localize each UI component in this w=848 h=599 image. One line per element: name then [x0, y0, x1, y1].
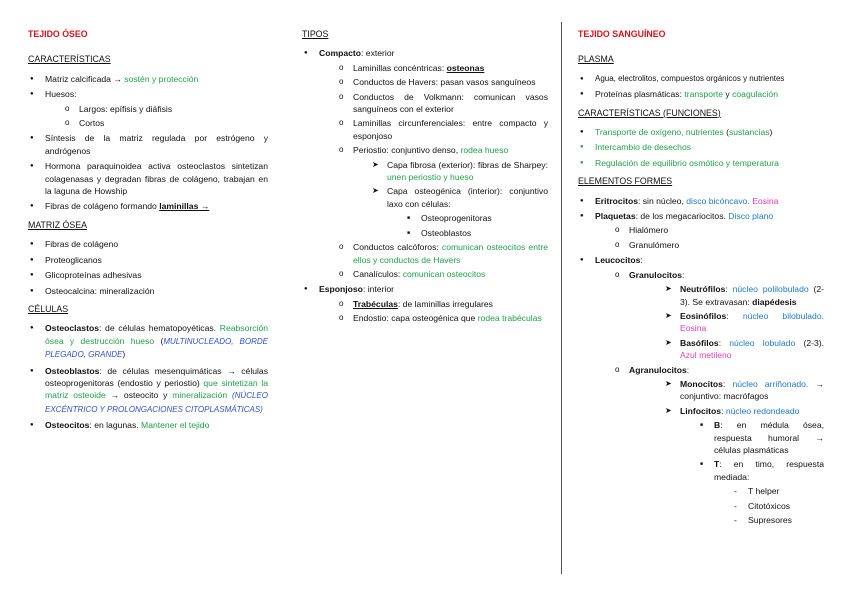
term: Osteoblastos — [45, 365, 100, 376]
list-item: o Granulómero — [612, 239, 824, 251]
heading-celulas: CÉLULAS — [28, 303, 69, 314]
text: : — [726, 310, 729, 321]
list-item: ● Intercambio de desechos — [578, 141, 824, 153]
text: : interior — [362, 284, 394, 295]
list-item-compacto — [302, 47, 548, 280]
term-underlined: osteonas — [446, 62, 485, 73]
text: : — [718, 337, 722, 348]
text: Huesos: — [45, 89, 77, 100]
list-item — [578, 126, 824, 138]
sublist-periostio — [370, 159, 548, 239]
highlight-green: sustancias — [728, 127, 770, 138]
sublist-agranulocitos — [663, 378, 824, 526]
list-item-esponjoso — [302, 283, 548, 324]
highlight-italic: MULTINUCLEADO, BORDE PLEGADO, GRANDE — [45, 336, 268, 360]
heading-caracteristicas: CARACTERÍSTICAS — [28, 54, 111, 65]
text: (2-3). Se extravasan: — [680, 284, 824, 307]
highlight-blue: núcleo redondeado — [725, 405, 800, 416]
term-underlined: Trabéculas — [353, 298, 398, 309]
list-item: ● Agua, electrolitos, compuestos orgánicos y nutrientes — [578, 73, 824, 85]
sublist-leucocitos — [612, 269, 824, 527]
text: Periostio: conjuntivo denso, — [353, 145, 459, 156]
heading-plasma: PLASMA — [578, 54, 614, 65]
sublist-plaquetas — [612, 224, 824, 251]
highlight-pink: Azul metileno — [680, 350, 732, 361]
list-item: ■ Osteoblastos — [404, 227, 548, 239]
sublist-granulocitos — [663, 283, 824, 361]
list-matriz — [28, 238, 268, 297]
list-item — [370, 185, 548, 239]
list-item — [28, 365, 268, 417]
highlight-green: rodea hueso — [460, 145, 509, 156]
text: (2-3). — [803, 337, 824, 348]
term: T — [714, 459, 720, 470]
heading-funciones: CARACTERÍSTICAS (FUNCIONES) — [578, 107, 721, 118]
list-item: ● Osteocalcina: mineralización — [28, 285, 268, 297]
highlight-blue: disco bicóncavo. — [686, 195, 750, 206]
highlight-green: mineralización — [172, 390, 228, 401]
column-divider — [561, 22, 562, 574]
list-item — [663, 283, 824, 308]
highlight-green: rodea trabéculas — [477, 313, 542, 324]
term: Compacto — [319, 48, 362, 59]
list-item — [336, 268, 548, 280]
list-tipos — [302, 47, 548, 324]
text: : en médula ósea, respuesta humoral → células plasmáticas — [714, 420, 824, 455]
text: Proteínas plasmáticas: — [595, 89, 682, 100]
list-item: ● Regulación de equilibrio osmótico y temperatura — [578, 157, 824, 169]
text-underlined: laminillas → — [159, 201, 210, 212]
list-item: o Conductos de Havers: pasan vasos sanguíneos — [336, 76, 548, 88]
text: → osteocito y — [110, 390, 168, 401]
highlight-italic: (NÚCLEO EXCÉNTRICO Y PROLONGACIONES CITOPLASMÁTICAS) — [45, 391, 268, 414]
sublist-compacto — [336, 62, 548, 281]
term: Eritrocitos — [595, 195, 638, 206]
list-item: ● Hormona paraquinoidea activa osteoclastos sintetizan colagenasas y degradan fibras de colágeno, trabajan en la laguna de Howship — [28, 160, 268, 197]
text: Conductos calcóforos: — [353, 242, 439, 253]
list-item — [336, 298, 548, 310]
paren: ( — [726, 127, 729, 138]
highlight-green: que sintetizan la matriz osteoide — [45, 377, 269, 401]
list-item — [28, 419, 268, 431]
list-item — [663, 310, 824, 335]
highlight-blue: núcleo arriñonado. — [732, 378, 809, 389]
text: : sin núcleo, — [637, 195, 684, 206]
term: diapédesis — [752, 296, 797, 307]
text: : — [725, 284, 728, 295]
text: Capa osteogénica (interior): conjuntivo laxo con células: — [387, 186, 548, 209]
list-item — [336, 241, 548, 266]
list-caracteristicas — [28, 73, 268, 213]
text: : — [682, 269, 685, 280]
sublist-huesos — [62, 103, 268, 130]
text: Laminillas concéntricas: — [353, 62, 445, 73]
highlight-pink: Eosina — [752, 195, 779, 206]
list-item-granulocitos — [612, 269, 824, 362]
highlight-green: comunican osteocitos entre ellos y conductos de Havers — [353, 242, 548, 265]
highlight-blue: núcleo lobulado — [729, 337, 796, 348]
list-item-leucocitos — [578, 254, 824, 526]
text: : de laminillas irregulares — [397, 298, 493, 309]
list-item — [697, 419, 824, 456]
list-item — [336, 312, 548, 324]
text: : — [722, 378, 726, 389]
list-item — [28, 73, 268, 85]
text: : en timo, respuesta mediada: — [714, 459, 824, 482]
list-item: o Laminillas circunferenciales: entre compacto y esponjoso — [336, 117, 548, 142]
list-item — [663, 378, 824, 403]
list-item: ● Fibras de colágeno — [28, 238, 268, 250]
sublist-linfocitos — [697, 419, 824, 526]
term: Osteoclastos — [45, 323, 99, 334]
text: : — [686, 364, 690, 375]
list-item — [663, 405, 824, 527]
text: y — [725, 89, 730, 100]
list-item — [28, 88, 268, 129]
column-tejido-sanguineo — [578, 28, 824, 532]
term: Leucocitos — [595, 255, 641, 266]
highlight-blue: núcleo polilobulado — [732, 284, 809, 295]
text: Capa fibrosa (exterior): fibras de Sharpey: — [387, 159, 548, 170]
text: : en lagunas. — [89, 420, 139, 431]
title-tejido-oseo: TEJIDO ÓSEO — [28, 29, 88, 39]
text: : — [721, 405, 724, 416]
column-tipos — [302, 28, 548, 331]
list-item — [697, 458, 824, 526]
heading-matriz-osea: MATRIZ ÓSEA — [28, 219, 87, 230]
list-item — [578, 88, 824, 100]
text: Canalículos: — [353, 268, 401, 279]
text: → conjuntivo: macrófagos — [680, 378, 824, 402]
list-item: ■ Osteoprogenitoras — [404, 212, 548, 224]
highlight-pink: Eosina — [680, 323, 707, 334]
list-item: o Largos: epífisis y diáfisis — [62, 103, 268, 115]
term: Osteocitos — [45, 420, 90, 431]
term: Monocitos — [680, 378, 723, 389]
list-item: - T helper — [731, 485, 824, 497]
list-item-agranulocitos — [612, 364, 824, 527]
text: : — [640, 255, 643, 266]
sublist-esponjoso — [336, 298, 548, 325]
list-item: o Cortos — [62, 117, 268, 129]
heading-tipos: TIPOS — [302, 29, 329, 39]
term: Neutrófilos — [680, 284, 726, 295]
list-funciones — [578, 126, 824, 169]
column-tejido-oseo — [28, 28, 268, 438]
highlight-blue: núcleo bilobulado. — [742, 310, 824, 321]
heading-elementos-formes: ELEMENTOS FORMES — [578, 176, 673, 187]
term: Granulocitos — [629, 269, 683, 280]
text: : de células mesenquimáticas → células osteoprogenitoras (endostio y periostio) — [45, 365, 268, 388]
list-plasma — [578, 73, 824, 101]
term: Plaquetas — [595, 211, 636, 222]
term: Linfocitos — [680, 405, 722, 416]
list-item-plaquetas — [578, 210, 824, 251]
text: Endostio: capa osteogénica que — [353, 313, 476, 324]
list-item: o Conductos de Volkmann: comunican vasos sanguíneos con el exterior — [336, 91, 548, 116]
text: Fibras de colágeno formando — [45, 201, 157, 212]
sublist-linfocitos-t — [731, 485, 824, 526]
list-item: ● Proteoglicanos — [28, 254, 268, 266]
text: Matriz calcificada → — [45, 73, 122, 84]
list-item — [336, 62, 548, 74]
list-item: - Citotóxicos — [731, 500, 824, 512]
title-tejido-sanguineo: TEJIDO SANGUÍNEO — [578, 29, 666, 39]
list-item: ● Glicoproteínas adhesivas — [28, 269, 268, 281]
text: : de los megacariocitos. — [635, 211, 726, 222]
paren: ) — [122, 349, 126, 360]
list-item — [28, 200, 268, 212]
text: : exterior — [361, 48, 395, 59]
list-item — [370, 159, 548, 184]
highlight-green: unen periostio y hueso — [387, 172, 474, 183]
term: Eosinófilos — [680, 310, 727, 321]
sublist-osteogenica — [404, 212, 548, 239]
term: Basófilos — [680, 337, 719, 348]
list-item — [336, 144, 548, 239]
term: Esponjoso — [319, 284, 363, 295]
list-item-eritrocitos — [578, 195, 824, 207]
highlight-green: comunican osteocitos — [402, 268, 486, 279]
text: : de células hematopoyéticas. — [98, 323, 217, 334]
paren: ) — [769, 127, 773, 138]
paren: ( — [160, 335, 164, 346]
list-elementos — [578, 195, 824, 527]
highlight-green: coagulación — [732, 89, 778, 100]
list-celulas — [28, 322, 268, 431]
highlight-green: sostén y protección — [124, 73, 199, 84]
term: Agranulocitos — [629, 364, 687, 375]
highlight-green: Mantener el tejido — [141, 420, 210, 431]
list-item: o Hialómero — [612, 224, 824, 236]
highlight-green: Reabsorción ósea y destrucción hueso — [45, 323, 269, 346]
highlight-green: Transporte de oxígeno, nutrientes — [595, 127, 724, 138]
list-item — [28, 322, 268, 361]
list-item — [663, 337, 824, 362]
list-item: ● Síntesis de la matriz regulada por estrógeno y andrógenos — [28, 132, 268, 157]
highlight-green: transporte — [684, 89, 724, 100]
term: B — [714, 420, 721, 431]
highlight-blue: Disco plano — [728, 211, 774, 222]
list-item: - Supresores — [731, 514, 824, 526]
